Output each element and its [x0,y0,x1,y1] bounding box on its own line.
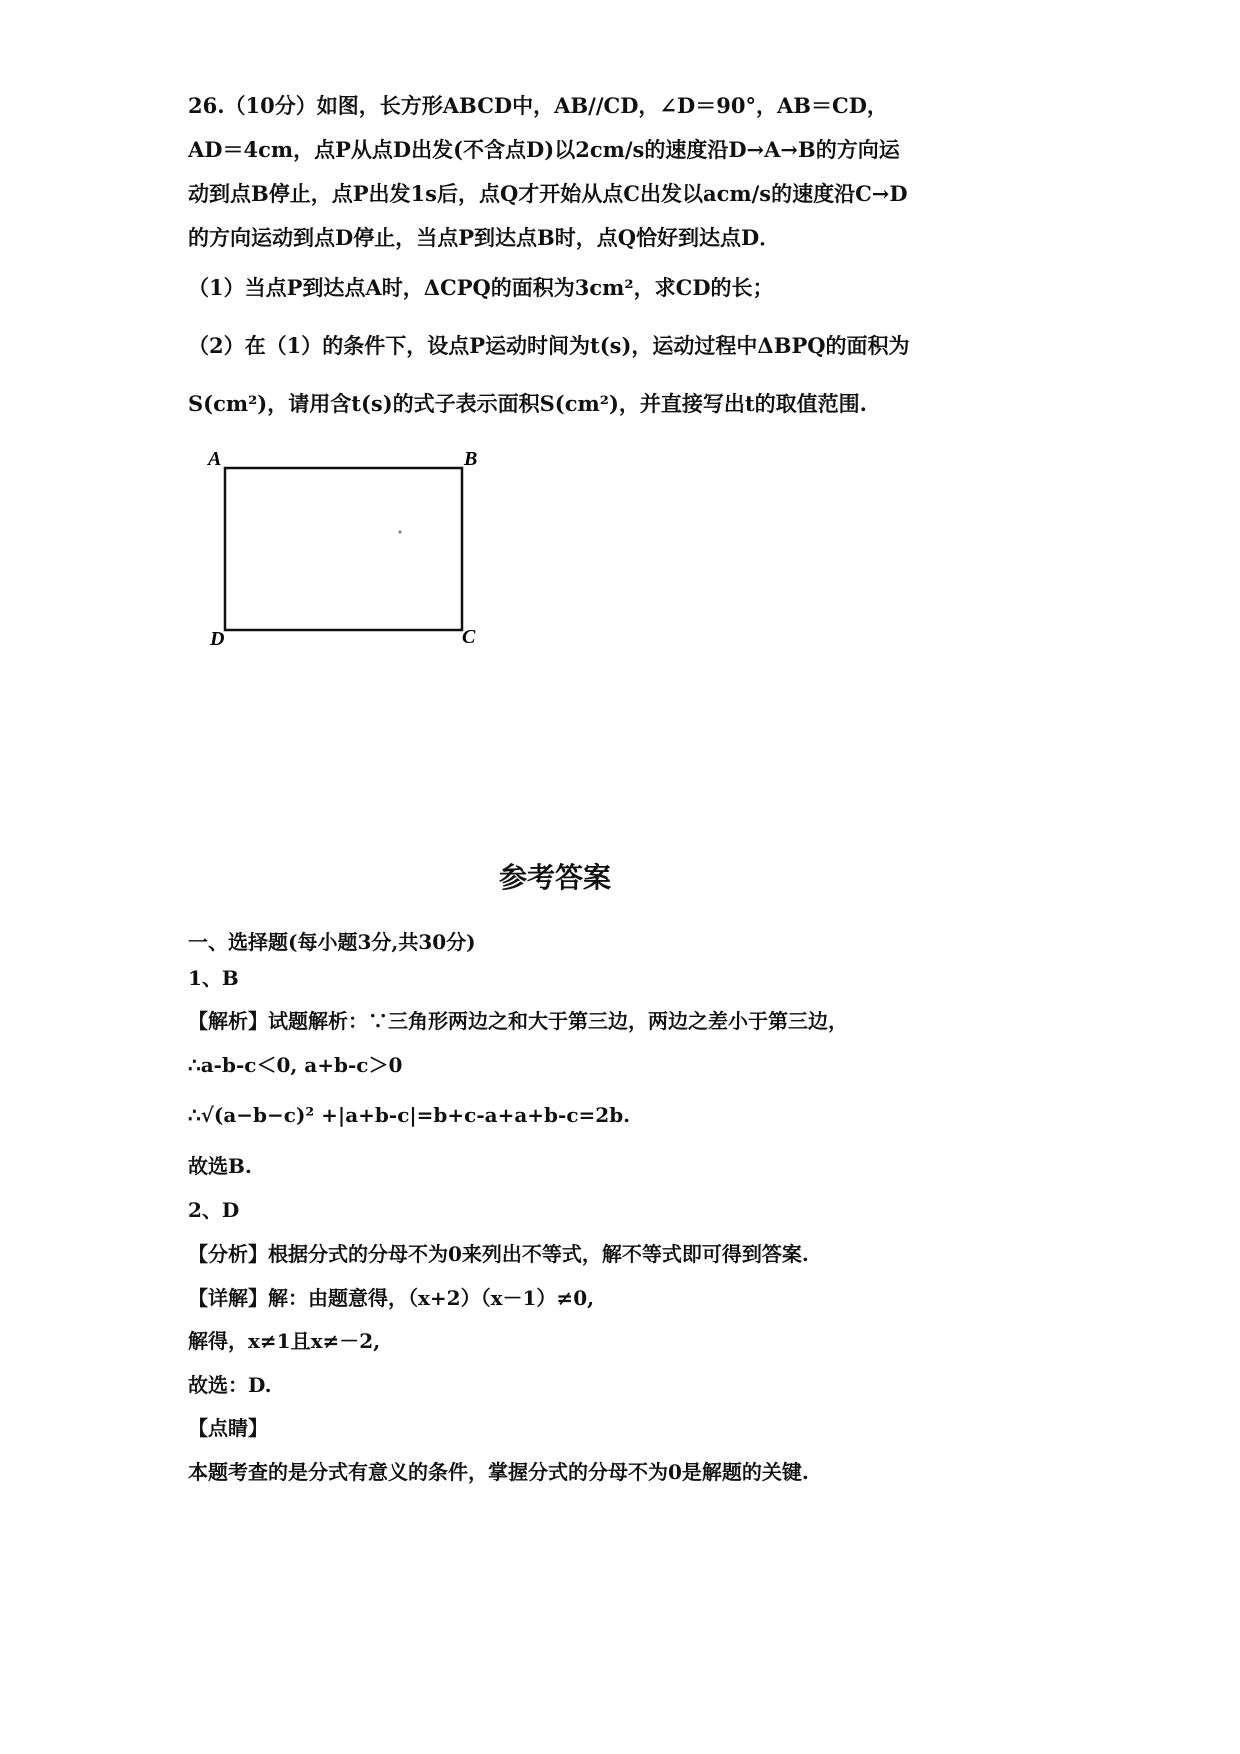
sub-question-2-cont: S(cm²)，请用含t(s)的式子表示面积S(cm²)，并直接写出t的取值范围. [188,391,867,416]
answer-line: 【分析】根据分式的分母不为0来列出不等式，解不等式即可得到答案. [188,1242,809,1266]
question-line: 的方向运动到点D停止，当点P到达点B时，点Q恰好到达点D． [188,225,781,250]
question-line: 动到点B停止，点P出发1s后，点Q才开始从点C出发以acm/s的速度沿C→D [188,181,908,206]
question-line: AD＝4cm，点P从点D出发(不含点D)以2cm/s的速度沿D→A→B的方向运 [188,137,900,162]
answer-line: 本题考查的是分式有意义的条件，掌握分式的分母不为0是解题的关键. [188,1460,809,1484]
answer-line: 【解析】试题解析：∵三角形两边之和大于第三边，两边之差小于第三边， [188,1009,848,1033]
answer-line: 1、B [188,966,239,990]
rectangle-figure [200,445,500,665]
answer-line: ∴√(a−b−c)² +|a+b-c|=b+c-a+a+b-c=2b. [188,1103,631,1127]
answer-line: 故选B. [188,1154,252,1178]
answer-line: 解得，x≠1且x≠－2, [188,1329,381,1353]
answer-line: 故选：D. [188,1373,272,1397]
sub-question-2: （2）在（1）的条件下，设点P运动时间为t(s)，运动过程中ΔBPQ的面积为 [188,333,910,358]
answer-line: ∴a-b-c＜0, a+b-c＞0 [188,1053,403,1077]
answer-line: 【详解】解：由题意得，（x+2）（x－1）≠0, [188,1286,595,1310]
label-a: A [208,448,222,470]
answers-title: 参考答案 [498,861,611,894]
label-b: B [464,448,478,470]
answer-line: 一、选择题(每小题3分,共30分) [188,930,476,954]
question-line: 26.（10分）如图，长方形ABCD中，AB//CD，∠D＝90°，AB＝CD， [188,93,888,118]
label-d: D [210,628,225,650]
label-c: C [462,626,476,648]
answer-line: 2、D [188,1198,240,1222]
answer-line: 【点睛】 [188,1416,268,1440]
sub-question-1: （1）当点P到达点A时，ΔCPQ的面积为3cm²，求CD的长； [188,275,774,300]
